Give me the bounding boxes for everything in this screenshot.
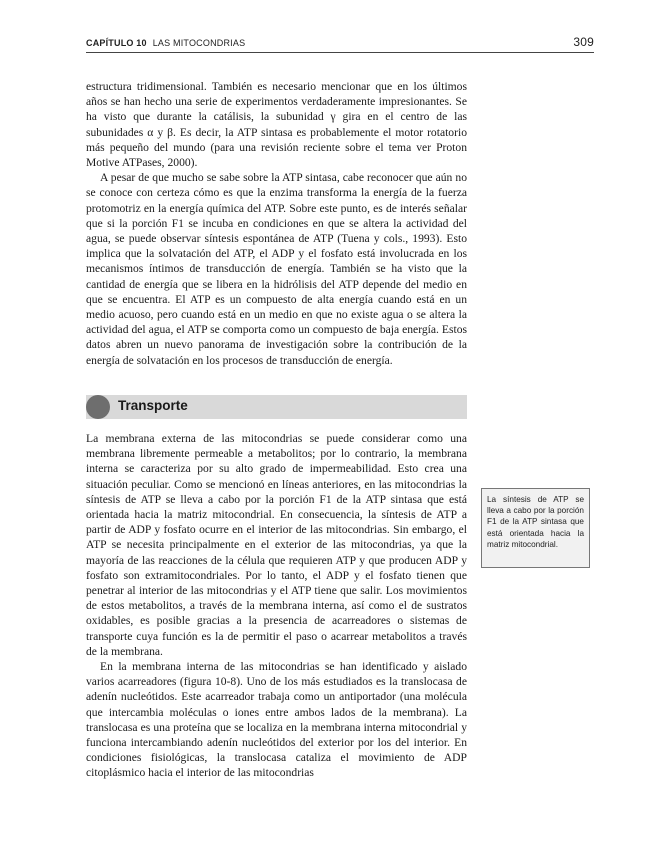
page-number: 309	[573, 35, 594, 49]
section-heading-bar	[86, 395, 467, 419]
paragraph: La membrana externa de las mitocondrias se puede considerar como una membrana libremente permeable a metabolitos; por lo contrario, la membrana interna se caracteriza por su alto grado de impermeabilidad. Esto crea una situación peculiar. Como se mencionó en líneas anteriores, en las mitocondrias la síntesis de ATP se lleva a cabo por la porción F1 de la ATP sintasa que está orientada hacia la matriz mitocondrial. En consecuencia, la síntesis de ATP a partir de ADP y fosfato ocurre en el interior de las mitocondrias. Sin embargo, el ATP se necesita principalmente en el exterior de las mitocondrias, ya que la mayoría de las reacciones de la célula que requieren ATP y que producen ADP y fosfato son extramitocondriales. Por lo tanto, el ADP y el fosfato tienen que penetrar al interior de las mitocondrias y el ATP tiene que salir. Los movimientos de estos metabolitos, a través de la membrana interna, así como el de sustratos oxidables, es posible gracias a la presencia de acarreadores o sistemas de transporte cuya función es la de permitir el paso o acarrear metabolitos a través de la membrana.	[86, 432, 467, 658]
paragraph: En la membrana interna de las mitocondrias se han identificado y aislado varios acarreadores (figura 10-8). Uno de los más estudiados es la translocasa de adenín nucleótidos. Este acarreador trabaja como un antiportador (una molécula que intercambia moléculas o iones entre ambos lados de la membrana). La translocasa es una proteína que se localiza en la membrana interna mitocondrial y funciona intercambiando adenín nucleótidos del exterior por los del interior. En condiciones fisiológicas, la translocasa cataliza el movimiento de ADP citoplásmico hacia el interior de las mitocondrias	[86, 660, 467, 780]
section-text-block	[86, 431, 467, 781]
chapter-label: CAPÍTULO 10	[86, 38, 147, 48]
section-bullet-icon	[86, 395, 110, 419]
running-header	[86, 35, 594, 53]
paragraph: estructura tridimensional. También es necesario mencionar que en los últimos años se han hecho una serie de experimentos verdaderamente impresionantes. Se ha visto que durante la catálisis, la subunidad γ gira en el centro de las subunidades α y β. Es decir, la ATP sintasa es probablemente el motor rotatorio más pequeño del mundo (para una revisión reciente sobre el tema ver Proton Motive ATPases, 2000).	[86, 80, 467, 170]
intro-text-block	[86, 79, 467, 368]
section-title: Transporte	[118, 398, 188, 413]
margin-note: La síntesis de ATP se lleva a cabo por la porción F1 de la ATP sintasa que está orientada hacia la matriz mitocondrial.	[481, 488, 590, 568]
chapter-title: LAS MITOCONDRIAS	[152, 38, 246, 48]
paragraph: A pesar de que mucho se sabe sobre la ATP sintasa, cabe reconocer que aún no se conoce con certeza cómo es que la enzima transforma la energía de la fuerza protomotriz en la energía química del ATP. Sobre este punto, es de interés señalar que si la porción F1 se incuba en condiciones en que se altera la actividad del agua, se puede observar síntesis espontánea de ATP (Tuena y cols., 1993). Esto implica que la solvatación del ATP, el ADP y el fosfato está involucrada en los mecanismos íntimos de transducción de energía. También se ha visto que la cantidad de energía que se libera en la hidrólisis del ATP depende del medio en que se encuentra. El ATP es un compuesto de alta energía cuando está en un medio acuoso, pero cuando está en un medio en que no existe agua o se altera la actividad del agua, el ATP se comporta como un compuesto de baja energía. Estos datos abren un nuevo panorama de investigación sobre la contribución de la energía de solvatación en los procesos de transducción de energía.	[86, 171, 467, 367]
